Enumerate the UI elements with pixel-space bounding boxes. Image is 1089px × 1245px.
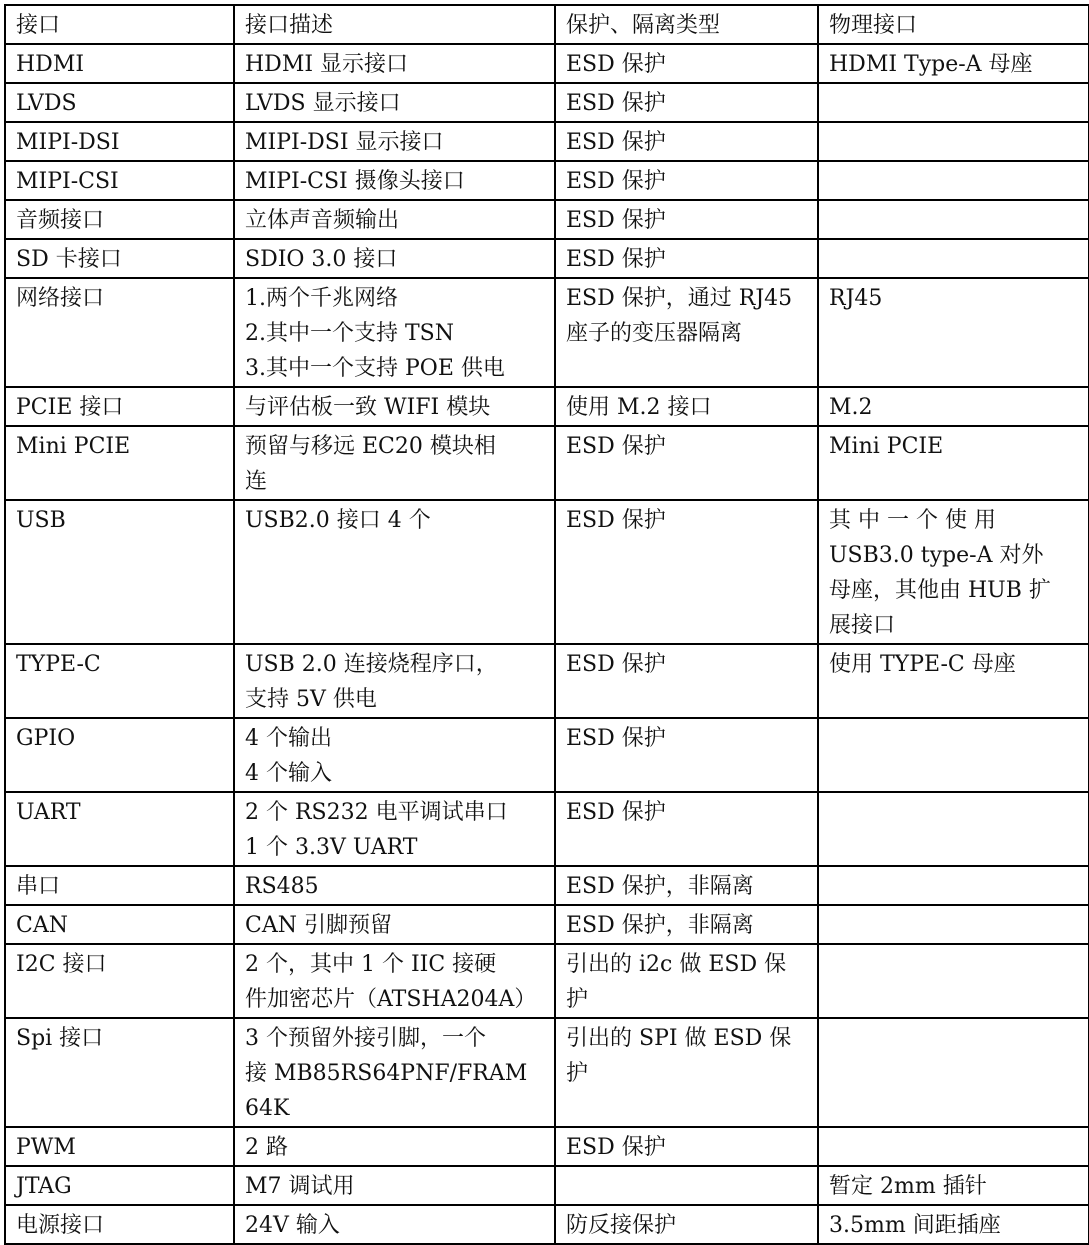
header-cell-description — [234, 5, 555, 44]
cell-physical — [818, 905, 1089, 944]
cell-description — [234, 1018, 555, 1127]
cell-interface — [5, 944, 234, 1018]
cell-text: 暂定 2mm 插针 — [829, 1174, 987, 1199]
cell-description — [234, 161, 555, 200]
table-row — [5, 200, 1089, 239]
cell-interface — [5, 500, 234, 644]
cell-interface — [5, 122, 234, 161]
table-row — [5, 426, 1089, 500]
cell-physical — [818, 1018, 1089, 1127]
table-row — [5, 83, 1089, 122]
cell-text: ESD 保护 — [566, 247, 666, 272]
cell-interface — [5, 1166, 234, 1205]
cell-text: ESD 保护 — [566, 434, 666, 459]
cell-text: ESD 保护 — [566, 91, 666, 116]
table-row — [5, 44, 1089, 83]
header-label: 接口 — [16, 13, 61, 38]
cell-text: USB 2.0 连接烧程序口， — [245, 652, 498, 677]
cell-description — [234, 944, 555, 1018]
cell-description — [234, 387, 555, 426]
cell-protection — [555, 387, 818, 426]
cell-interface — [5, 1018, 234, 1127]
table-row — [5, 944, 1089, 1018]
cell-text: 3 个预留外接引脚，一个 — [245, 1026, 486, 1051]
cell-interface — [5, 644, 234, 718]
cell-text: 4 个输入 — [245, 761, 332, 786]
cell-text: HDMI 显示接口 — [245, 52, 409, 77]
cell-text: 接 MB85RS64PNF/FRAM 64K — [245, 1061, 528, 1121]
cell-protection — [555, 161, 818, 200]
cell-protection — [555, 1205, 818, 1244]
cell-physical — [818, 866, 1089, 905]
cell-interface — [5, 426, 234, 500]
cell-physical — [818, 1205, 1089, 1244]
header-cell-protection — [555, 5, 818, 44]
cell-protection — [555, 44, 818, 83]
cell-protection — [555, 944, 818, 1018]
cell-text: 电源接口 — [16, 1213, 105, 1238]
cell-interface — [5, 1127, 234, 1166]
cell-protection — [555, 1018, 818, 1127]
cell-physical — [818, 644, 1089, 718]
cell-text: 座子的变压器隔离 — [566, 321, 743, 346]
cell-text: ESD 保护 — [566, 652, 666, 677]
cell-description — [234, 1127, 555, 1166]
cell-text: HDMI — [16, 52, 85, 77]
cell-text: USB3.0 type-A 对外 — [829, 543, 1044, 568]
cell-text: 3.5mm 间距插座 — [829, 1213, 1001, 1238]
cell-text: 2.其中一个支持 TSN — [245, 321, 454, 346]
cell-text: UART — [16, 800, 81, 825]
cell-interface — [5, 387, 234, 426]
cell-text: JTAG — [16, 1174, 72, 1199]
cell-physical — [818, 44, 1089, 83]
cell-protection — [555, 644, 818, 718]
cell-protection — [555, 1127, 818, 1166]
cell-text: ESD 保护 — [566, 726, 666, 751]
cell-text: 1.两个千兆网络 — [245, 286, 398, 311]
cell-physical — [818, 161, 1089, 200]
cell-text: 母座，其他由 HUB 扩 — [829, 578, 1051, 603]
cell-text: ESD 保护 — [566, 52, 666, 77]
cell-description — [234, 44, 555, 83]
cell-text: ESD 保护 — [566, 800, 666, 825]
cell-interface — [5, 278, 234, 387]
cell-text: MIPI-DSI 显示接口 — [245, 130, 444, 155]
cell-text: ESD 保护，通过 RJ45 — [566, 286, 793, 311]
table-row — [5, 1166, 1089, 1205]
cell-text: 使用 M.2 接口 — [566, 395, 712, 420]
cell-text: ESD 保护 — [566, 1135, 666, 1160]
cell-interface — [5, 718, 234, 792]
cell-description — [234, 278, 555, 387]
cell-protection — [555, 200, 818, 239]
header-label: 物理接口 — [829, 13, 918, 38]
cell-text: 4 个输出 — [245, 726, 332, 751]
cell-text: SD 卡接口 — [16, 247, 122, 272]
cell-protection — [555, 905, 818, 944]
cell-text: SDIO 3.0 接口 — [245, 247, 398, 272]
cell-description — [234, 644, 555, 718]
cell-interface — [5, 1205, 234, 1244]
cell-description — [234, 866, 555, 905]
cell-physical — [818, 200, 1089, 239]
cell-text: CAN — [16, 913, 68, 938]
cell-protection — [555, 1166, 818, 1205]
cell-description — [234, 1166, 555, 1205]
cell-physical — [818, 83, 1089, 122]
table-row — [5, 500, 1089, 644]
cell-text: 立体声音频输出 — [245, 208, 400, 233]
cell-description — [234, 718, 555, 792]
header-label: 保护、隔离类型 — [566, 13, 721, 38]
cell-text: HDMI Type-A 母座 — [829, 52, 1033, 77]
cell-description — [234, 83, 555, 122]
cell-text: RS485 — [245, 874, 319, 899]
table-row — [5, 387, 1089, 426]
cell-interface — [5, 83, 234, 122]
table-row — [5, 905, 1089, 944]
cell-text: ESD 保护，非隔离 — [566, 874, 754, 899]
cell-protection — [555, 426, 818, 500]
cell-protection — [555, 239, 818, 278]
header-cell-physical — [818, 5, 1089, 44]
cell-protection — [555, 792, 818, 866]
cell-text: 件加密芯片（ATSHA204A） — [245, 987, 537, 1012]
cell-text: MIPI-CSI — [16, 169, 119, 194]
cell-text: ESD 保护 — [566, 208, 666, 233]
table-row — [5, 718, 1089, 792]
cell-interface — [5, 44, 234, 83]
cell-text: MIPI-CSI 摄像头接口 — [245, 169, 465, 194]
cell-text: M7 调试用 — [245, 1174, 355, 1199]
cell-text: Mini PCIE — [829, 434, 944, 459]
table-row — [5, 122, 1089, 161]
cell-text: 使用 TYPE-C 母座 — [829, 652, 1016, 677]
interface-spec-table — [4, 4, 1089, 1245]
cell-text: 音频接口 — [16, 208, 105, 233]
cell-text: 与评估板一致 WIFI 模块 — [245, 395, 491, 420]
cell-physical — [818, 500, 1089, 644]
cell-text: LVDS 显示接口 — [245, 91, 401, 116]
cell-text: 支持 5V 供电 — [245, 687, 377, 712]
cell-description — [234, 122, 555, 161]
cell-text: 2 个 RS232 电平调试串口 — [245, 800, 508, 825]
cell-text: TYPE-C — [16, 652, 101, 677]
cell-physical — [818, 426, 1089, 500]
table-row — [5, 278, 1089, 387]
table-row — [5, 239, 1089, 278]
cell-physical — [818, 278, 1089, 387]
cell-text: 护 — [566, 987, 589, 1012]
cell-physical — [818, 122, 1089, 161]
cell-text: 防反接保护 — [566, 1213, 677, 1238]
cell-text: CAN 引脚预留 — [245, 913, 392, 938]
table-row — [5, 161, 1089, 200]
cell-text: 其 中 一 个 使 用 — [829, 508, 996, 533]
header-label: 接口描述 — [245, 13, 334, 38]
cell-text: 护 — [566, 1061, 589, 1086]
cell-text: 2 路 — [245, 1135, 288, 1160]
cell-text: RJ45 — [829, 286, 883, 311]
cell-interface — [5, 866, 234, 905]
cell-text: GPIO — [16, 726, 76, 751]
cell-interface — [5, 905, 234, 944]
cell-text: 串口 — [16, 874, 61, 899]
cell-text: 展接口 — [829, 613, 896, 638]
cell-text: PWM — [16, 1135, 76, 1160]
cell-text: 引出的 i2c 做 ESD 保 — [566, 952, 787, 977]
cell-text: USB2.0 接口 4 个 — [245, 508, 431, 533]
cell-description — [234, 200, 555, 239]
cell-text: Spi 接口 — [16, 1026, 104, 1051]
table-row — [5, 866, 1089, 905]
cell-text: ESD 保护 — [566, 130, 666, 155]
cell-physical — [818, 792, 1089, 866]
cell-protection — [555, 278, 818, 387]
cell-protection — [555, 866, 818, 905]
cell-physical — [818, 1127, 1089, 1166]
table-row — [5, 1205, 1089, 1244]
cell-text: MIPI-DSI — [16, 130, 120, 155]
cell-description — [234, 426, 555, 500]
cell-interface — [5, 161, 234, 200]
cell-description — [234, 500, 555, 644]
cell-interface — [5, 792, 234, 866]
cell-protection — [555, 122, 818, 161]
cell-text: ESD 保护，非隔离 — [566, 913, 754, 938]
cell-physical — [818, 1166, 1089, 1205]
table-row — [5, 1018, 1089, 1127]
table-row — [5, 1127, 1089, 1166]
cell-interface — [5, 200, 234, 239]
cell-text: I2C 接口 — [16, 952, 107, 977]
cell-description — [234, 905, 555, 944]
cell-physical — [818, 387, 1089, 426]
cell-text: 网络接口 — [16, 286, 105, 311]
cell-physical — [818, 718, 1089, 792]
cell-protection — [555, 718, 818, 792]
header-cell-interface — [5, 5, 234, 44]
cell-text: 连 — [245, 469, 268, 494]
cell-protection — [555, 83, 818, 122]
cell-text: 预留与移远 EC20 模块相 — [245, 434, 496, 459]
cell-physical — [818, 944, 1089, 1018]
cell-text: LVDS — [16, 91, 77, 116]
cell-text: 引出的 SPI 做 ESD 保 — [566, 1026, 792, 1051]
cell-text: ESD 保护 — [566, 169, 666, 194]
table-row — [5, 644, 1089, 718]
cell-text: 3.其中一个支持 POE 供电 — [245, 356, 505, 381]
table-header-row — [5, 5, 1089, 44]
cell-protection — [555, 500, 818, 644]
cell-description — [234, 792, 555, 866]
cell-text: USB — [16, 508, 66, 533]
cell-text: 2 个，其中 1 个 IIC 接硬 — [245, 952, 497, 977]
cell-text: ESD 保护 — [566, 508, 666, 533]
cell-interface — [5, 239, 234, 278]
cell-description — [234, 239, 555, 278]
cell-text: 1 个 3.3V UART — [245, 835, 418, 860]
cell-description — [234, 1205, 555, 1244]
cell-text: M.2 — [829, 395, 873, 420]
cell-physical — [818, 239, 1089, 278]
cell-text: PCIE 接口 — [16, 395, 124, 420]
table-row — [5, 792, 1089, 866]
cell-text: Mini PCIE — [16, 434, 131, 459]
cell-text: 24V 输入 — [245, 1213, 340, 1238]
